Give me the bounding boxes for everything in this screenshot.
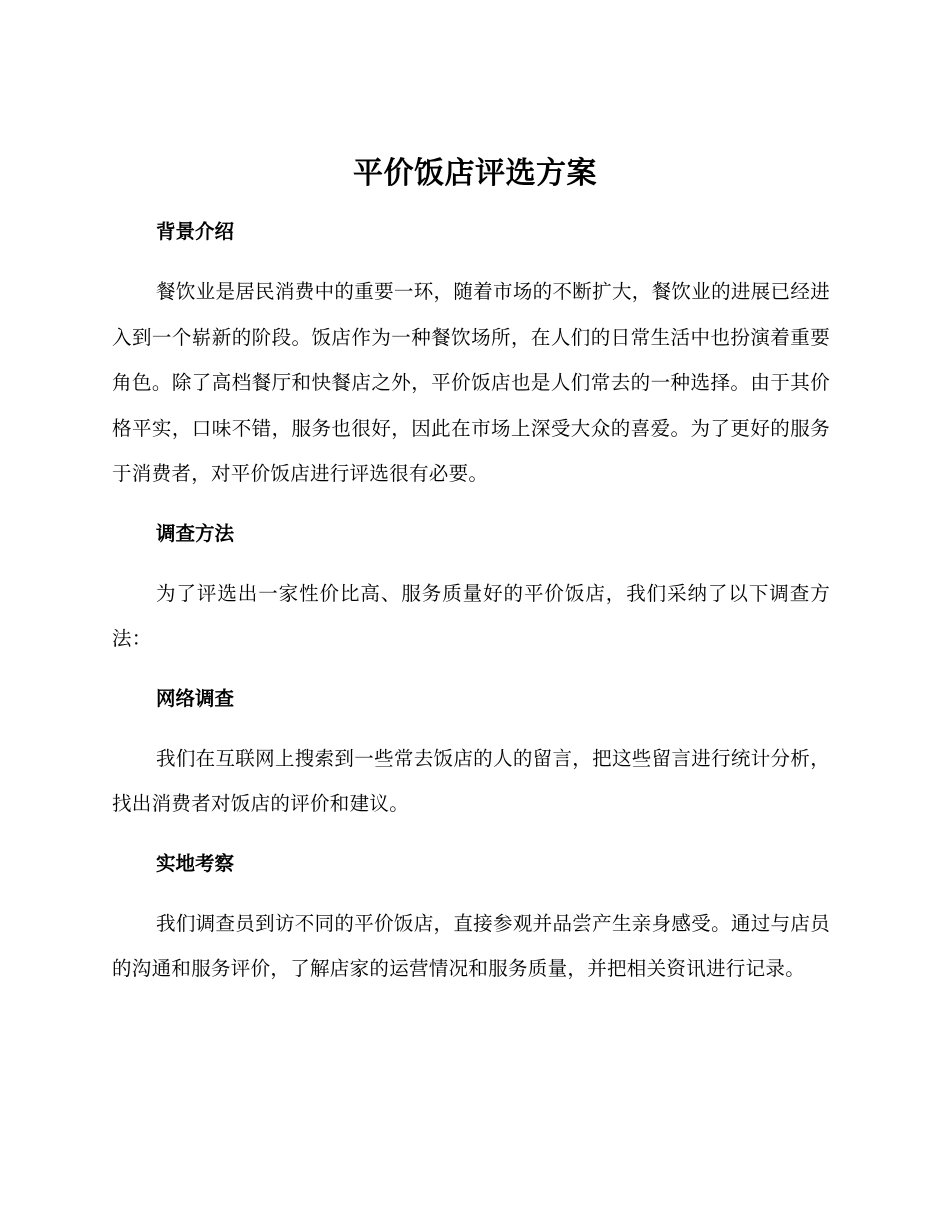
document-title: 平价饭店评选方案 — [353, 156, 597, 191]
section-paragraph: 我们在互联网上搜索到一些常去饭店的人的留言，把这些留言进行统计分析，找出消费者对饭店的评价和建议。 — [112, 746, 830, 815]
section-heading: 实地考察 — [156, 851, 235, 875]
section-paragraph: 为了评选出一家性价比高、服务质量好的平价饭店，我们采纳了以下调查方法： — [112, 581, 830, 650]
section-heading: 调查方法 — [156, 521, 235, 545]
section-paragraph: 餐饮业是居民消费中的重要一环，随着市场的不断扩大，餐饮业的进展已经进入到一个崭新的阶段。饭店作为一种餐饮场所，在人们的日常生活中也扮演着重要角色。除了高档餐厅和快餐店之外，平价饭店也是人们常去的一种选择。由于其价格平实，口味不错，服务也很好，因此在市场上深受大众的喜爱。为了更好的服务于消费者，对平价饭店进行评选很有必要。 — [112, 280, 830, 485]
section-paragraph: 我们调查员到访不同的平价饭店，直接参观并品尝产生亲身感受。通过与店员的沟通和服务评价，了解店家的运营情况和服务质量，并把相关资讯进行记录。 — [112, 911, 830, 980]
section-background — [112, 218, 830, 497]
section-heading: 背景介绍 — [156, 220, 235, 243]
section-field-inspection — [112, 850, 830, 992]
section-heading: 网络调查 — [156, 686, 235, 710]
section-online-survey — [112, 685, 830, 827]
section-survey-method — [112, 520, 830, 662]
